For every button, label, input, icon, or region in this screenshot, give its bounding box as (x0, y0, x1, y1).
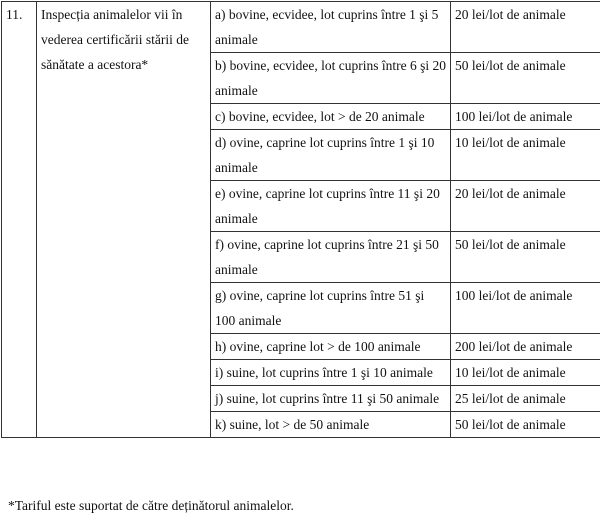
fee-cell: 10 lei/lot de animale (451, 130, 600, 181)
item-description: Inspecția animalelor vii în vederea certificării stării de sănătate a acestora* (37, 2, 211, 438)
category-cell: i) suine, lot cuprins între 1 şi 10 animale (211, 360, 451, 386)
fee-cell: 100 lei/lot de animale (451, 104, 600, 130)
fee-cell: 50 lei/lot de animale (451, 53, 600, 104)
category-cell: h) ovine, caprine lot > de 100 animale (211, 334, 451, 360)
fee-cell: 100 lei/lot de animale (451, 283, 600, 334)
category-cell: a) bovine, ecvidee, lot cuprins între 1 şi 5 animale (211, 2, 451, 53)
category-cell: e) ovine, caprine lot cuprins între 11 şi 20 animale (211, 181, 451, 232)
fee-cell: 200 lei/lot de animale (451, 334, 600, 360)
fee-cell: 50 lei/lot de animale (451, 232, 600, 283)
table-row (2, 2, 600, 53)
category-cell: g) ovine, caprine lot cuprins între 51 şi 100 animale (211, 283, 451, 334)
fee-table (1, 1, 600, 438)
fee-cell: 20 lei/lot de animale (451, 2, 600, 53)
footnote: *Tariful este suportat de către deținătorul animalelor. (8, 498, 294, 513)
category-cell: f) ovine, caprine lot cuprins între 21 şi 50 animale (211, 232, 451, 283)
fee-cell: 20 lei/lot de animale (451, 181, 600, 232)
fee-table-body (2, 2, 600, 438)
fee-cell: 50 lei/lot de animale (451, 412, 600, 438)
fee-cell: 25 lei/lot de animale (451, 386, 600, 412)
category-cell: k) suine, lot > de 50 animale (211, 412, 451, 438)
fee-cell: 10 lei/lot de animale (451, 360, 600, 386)
category-cell: j) suine, lot cuprins între 11 şi 50 animale (211, 386, 451, 412)
category-cell: d) ovine, caprine lot cuprins între 1 şi 10 animale (211, 130, 451, 181)
category-cell: c) bovine, ecvidee, lot > de 20 animale (211, 104, 451, 130)
category-cell: b) bovine, ecvidee, lot cuprins între 6 şi 20 animale (211, 53, 451, 104)
item-number: 11. (2, 2, 37, 438)
